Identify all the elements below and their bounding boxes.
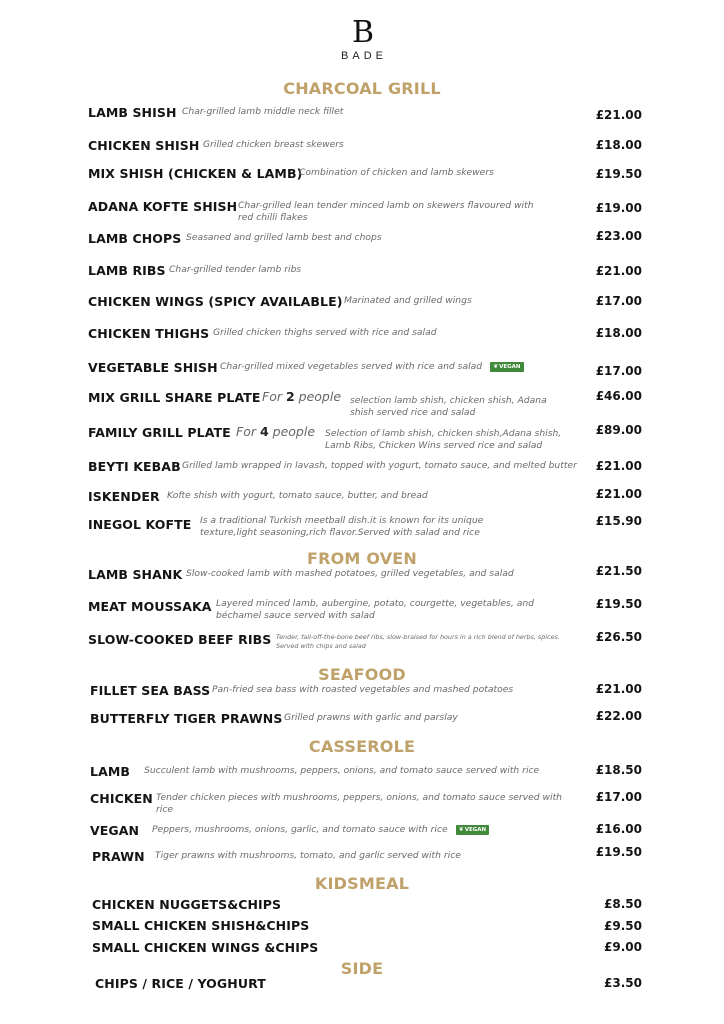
item-description: Layered minced lamb, aubergine, potato, courgette, vegetables, and béchamel sauce served with salad <box>216 598 534 621</box>
item-name: MIX SHISH (CHICKEN & LAMB) <box>88 166 303 181</box>
item-description: Succulent lamb with mushrooms, peppers, onions, and tomato sauce served with rice <box>144 765 540 776</box>
item-name: BEYTI KEBAB <box>88 459 181 474</box>
item-price: £18.50 <box>595 763 642 777</box>
item-description: Tender chicken pieces with mushrooms, peppers, onions, and tomato sauce served with rice <box>156 792 563 815</box>
item-price: £17.00 <box>595 364 642 378</box>
item-price: £22.00 <box>595 709 642 723</box>
serves-suffix: people <box>298 389 342 404</box>
leaf-icon: ❦ <box>458 825 464 833</box>
serves-suffix: people <box>272 424 316 439</box>
menu-item-inegol-kofte <box>88 517 648 536</box>
menu-item-lamb-shank <box>88 567 648 586</box>
menu-item-chicken-nuggets-chips <box>92 897 652 916</box>
menu-item-chicken-thighs <box>88 326 648 345</box>
menu-item-chips-rice-yoghurt <box>95 976 655 995</box>
item-price: £18.00 <box>595 138 642 152</box>
item-description: Grilled prawns with garlic and parslay <box>284 712 458 723</box>
serves-label <box>236 424 315 439</box>
serves-count: 2 <box>285 389 295 404</box>
item-name: MIX GRILL SHARE PLATE <box>88 390 261 405</box>
menu-item-small-chicken-wings-chips <box>92 940 652 959</box>
menu-item-lamb-shish <box>88 105 648 124</box>
item-price: £16.00 <box>595 822 642 836</box>
item-name: SMALL CHICKEN WINGS &CHIPS <box>92 940 319 955</box>
item-name: CHICKEN SHISH <box>88 138 200 153</box>
item-price: £15.90 <box>595 514 642 528</box>
item-name: LAMB CHOPS <box>88 231 182 246</box>
item-price: £46.00 <box>595 389 642 403</box>
menu-item-mix-shish <box>88 166 648 185</box>
item-price: £21.00 <box>595 682 642 696</box>
menu-item-iskender <box>88 489 648 508</box>
item-name: LAMB <box>90 764 131 779</box>
item-name: ADANA KOFTE SHISH <box>88 199 238 214</box>
item-name: LAMB SHANK <box>88 567 183 582</box>
item-price: £21.00 <box>595 264 642 278</box>
item-price: £19.00 <box>595 201 642 215</box>
item-price: £3.50 <box>604 976 642 990</box>
item-name: INEGOL KOFTE <box>88 517 192 532</box>
menu-item-vegetable-shish <box>88 360 648 379</box>
item-description: Marinated and grilled wings <box>344 295 472 306</box>
menu-item-slow-cooked-beef-ribs <box>88 632 648 651</box>
vegan-badge-label: VEGAN <box>464 826 487 833</box>
item-name: CHICKEN WINGS (SPICY AVAILABLE) <box>88 294 343 309</box>
menu-item-fillet-sea-bass <box>90 683 650 702</box>
serves-label <box>262 389 341 404</box>
menu-item-prawn-casserole <box>92 849 652 868</box>
section-title-from-oven: FROM OVEN <box>306 549 418 568</box>
vegan-badge-label: VEGAN <box>499 363 521 370</box>
item-description: Char-grilled lamb middle neck fillet <box>182 106 344 117</box>
item-name: VEGAN <box>90 823 140 838</box>
item-price: £9.50 <box>604 919 642 933</box>
item-description: Combination of chicken and lamb skewers <box>299 167 494 178</box>
item-price: £21.00 <box>595 108 642 122</box>
item-name: FILLET SEA BASS <box>90 683 211 698</box>
menu-item-lamb-casserole <box>90 764 650 783</box>
item-price: £19.50 <box>595 167 642 181</box>
item-price: £18.00 <box>595 326 642 340</box>
item-name: LAMB RIBS <box>88 263 166 278</box>
item-description: Grilled lamb wrapped in lavash, topped with yogurt, tomato sauce, and melted butter <box>182 460 577 471</box>
item-price: £21.00 <box>595 459 642 473</box>
logo-monogram: B <box>351 15 373 50</box>
item-price: £23.00 <box>595 229 642 243</box>
item-description: Grilled chicken breast skewers <box>203 139 344 150</box>
section-title-kidsmeal: KIDSMEAL <box>314 874 410 893</box>
item-name: FAMILY GRILL PLATE <box>88 425 231 440</box>
item-name: VEGETABLE SHISH <box>88 360 218 375</box>
item-description: Is a traditional Turkish meetball dish.it is known for its unique texture,light seasoning,rich flavor.Served with salad and rice <box>200 515 484 538</box>
item-description: Pan-fried sea bass with roasted vegetables and mashed potatoes <box>212 684 514 695</box>
vegan-badge <box>456 825 489 835</box>
menu-item-chicken-wings <box>88 294 648 313</box>
item-price: £19.50 <box>595 845 642 859</box>
item-description-text: Char-grilled mixed vegetables served with rice and salad <box>220 361 483 372</box>
item-description: Seasaned and grilled lamb best and chops <box>186 232 382 243</box>
item-description: Tiger prawns with mushrooms, tomato, and garlic served with rice <box>155 850 461 861</box>
menu-item-vegan-casserole <box>90 823 650 842</box>
item-description: selection lamb shish, chicken shish, Adana shish served rice and salad <box>350 395 547 418</box>
item-price: £9.00 <box>604 940 642 954</box>
vegan-badge <box>490 362 523 372</box>
item-price: £8.50 <box>604 897 642 911</box>
item-description <box>152 824 572 836</box>
item-description: Kofte shish with yogurt, tomato sauce, butter, and bread <box>167 490 428 501</box>
section-title-side: SIDE <box>340 959 384 978</box>
section-title-casserole: CASSEROLE <box>308 737 416 756</box>
menu-item-mix-grill-share-plate <box>88 389 648 418</box>
leaf-icon: ❦ <box>493 362 499 370</box>
item-name: CHICKEN NUGGETS&CHIPS <box>92 897 282 912</box>
item-description <box>220 361 580 373</box>
menu-item-butterfly-tiger-prawns <box>90 711 650 730</box>
menu-item-lamb-chops <box>88 231 648 250</box>
menu-item-family-grill-plate <box>88 424 648 451</box>
item-price: £17.00 <box>595 790 642 804</box>
item-name: CHICKEN THIGHS <box>88 326 210 341</box>
menu-item-chicken-casserole <box>90 791 650 815</box>
item-price: £19.50 <box>595 597 642 611</box>
item-description-text: Peppers, mushrooms, onions, garlic, and tomato sauce with rice <box>152 824 448 835</box>
item-name: PRAWN <box>92 849 145 864</box>
item-description: Char-grilled lean tender minced lamb on skewers flavoured with red chilli flakes <box>238 200 534 223</box>
serves-count: 4 <box>259 424 269 439</box>
item-description: Grilled chicken thighs served with rice and salad <box>213 327 437 338</box>
item-name: ISKENDER <box>88 489 160 504</box>
item-name: BUTTERFLY TIGER PRAWNS <box>90 711 283 726</box>
item-name: LAMB SHISH <box>88 105 177 120</box>
section-title-seafood: SEAFOOD <box>318 665 406 684</box>
item-price: £89.00 <box>595 423 642 437</box>
item-name: MEAT MOUSSAKA <box>88 599 212 614</box>
menu-item-lamb-ribs <box>88 263 648 282</box>
item-name: CHICKEN <box>90 791 153 806</box>
item-description: Selection of lamb shish, chicken shish,Adana shish, Lamb Ribs, Chicken Wins served rice and salad <box>325 428 562 451</box>
logo-name: BADE <box>341 50 387 62</box>
item-name: SLOW-COOKED BEEF RIBS <box>88 632 272 647</box>
item-price: £21.00 <box>595 487 642 501</box>
item-price: £17.00 <box>595 294 642 308</box>
serves-prefix: For <box>236 424 256 439</box>
item-price: £26.50 <box>595 630 642 644</box>
item-name: SMALL CHICKEN SHISH&CHIPS <box>92 918 310 933</box>
menu-item-adana-kofte-shish <box>88 199 648 223</box>
menu-item-small-chicken-shish-chips <box>92 918 652 937</box>
item-name: CHIPS / RICE / YOGHURT <box>95 976 266 991</box>
item-description: Tender, fall-off-the-bone beef ribs, slow-braised for hours in a rich blend of herbs, spices. Served with chips and salad <box>276 633 560 650</box>
restaurant-logo <box>0 15 724 62</box>
item-description: Slow-cooked lamb with mashed potatoes, grilled vegetables, and salad <box>186 568 514 579</box>
menu-item-beyti-kebab <box>88 459 648 478</box>
menu-item-chicken-shish <box>88 138 648 157</box>
menu-item-meat-moussaka <box>88 598 648 621</box>
item-description: Char-grilled tender lamb ribs <box>169 264 302 275</box>
item-price: £21.50 <box>595 564 642 578</box>
section-title-charcoal-grill: CHARCOAL GRILL <box>283 79 441 98</box>
serves-prefix: For <box>262 389 282 404</box>
